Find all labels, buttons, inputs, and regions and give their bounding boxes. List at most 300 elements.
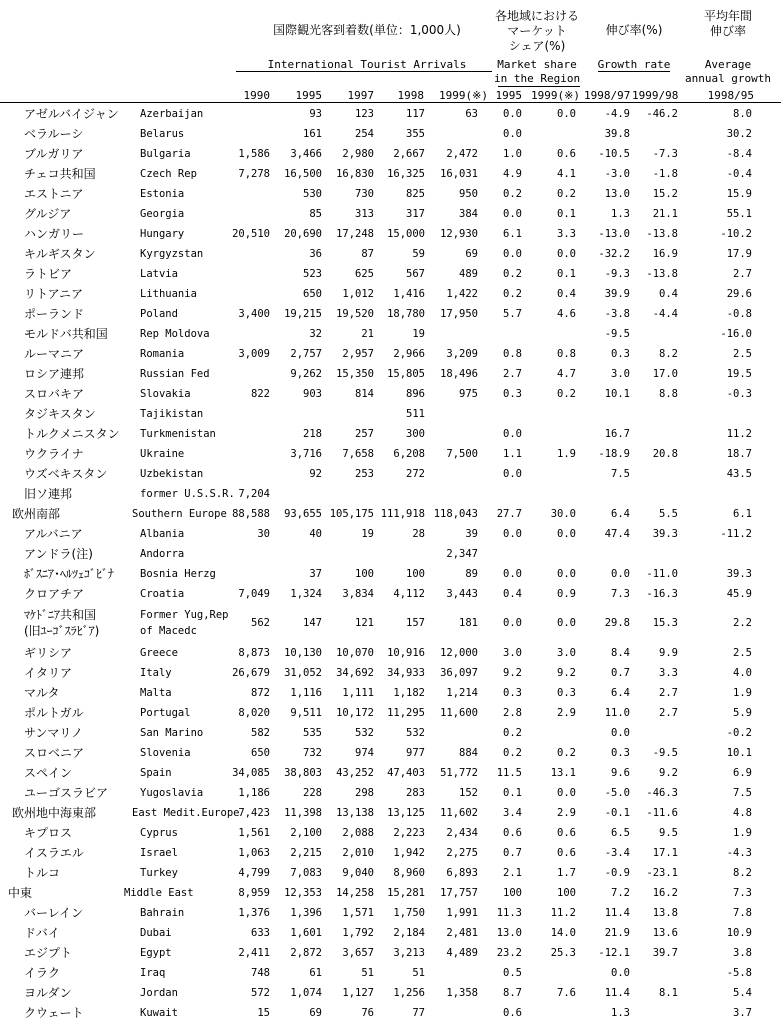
table-row [0, 983, 781, 1003]
cell-g1: 7.3 [611, 588, 630, 600]
country-name-jp: マルタ [24, 686, 60, 700]
country-name-en: former U.S.S.R. [140, 488, 235, 500]
cell-v1999: 11,602 [440, 807, 478, 819]
cell-g1: 47.4 [604, 528, 630, 540]
cell-g2: 9.9 [659, 647, 678, 659]
cell-s1995: 0.0 [503, 617, 522, 629]
avg-heading-en-2: annual growth [684, 72, 772, 85]
cell-v1999: 51,772 [440, 767, 478, 779]
avg-heading-en-1: Average [704, 58, 752, 71]
cell-g2: 20.8 [652, 448, 678, 460]
cell-v1998: 4,112 [393, 588, 425, 600]
table-row [0, 564, 781, 584]
cell-g1: 21.9 [604, 927, 630, 939]
cell-v1990: 7,423 [238, 807, 270, 819]
cell-v1995: 7,083 [290, 867, 322, 879]
cell-s1999: 4.1 [557, 168, 576, 180]
cell-v1999: 7,500 [446, 448, 478, 460]
cell-s1995: 0.2 [503, 727, 522, 739]
cell-g1: 11.4 [604, 987, 630, 999]
cell-v1999: 2,481 [446, 927, 478, 939]
cell-avg: 8.0 [733, 108, 752, 120]
cell-g2: -11.0 [646, 568, 678, 580]
cell-v1997: 253 [355, 468, 374, 480]
cell-v1999: 11,600 [440, 707, 478, 719]
cell-s1995: 0.8 [503, 348, 522, 360]
cell-s1999: 0.1 [557, 208, 576, 220]
country-name-en: Slovenia [140, 747, 191, 759]
cell-g1: 8.4 [611, 647, 630, 659]
cell-v1997: 625 [355, 268, 374, 280]
col-avg-98-95: 1998/95 [707, 89, 754, 102]
cell-v1990: 7,204 [238, 488, 270, 500]
cell-s1995: 6.1 [503, 228, 522, 240]
country-name-jp: ブルガリア [24, 147, 84, 161]
cell-g1: -4.9 [604, 108, 630, 120]
cell-v1998: 15,281 [387, 887, 425, 899]
cell-g2: 15.2 [652, 188, 678, 200]
cell-v1997: 14,258 [336, 887, 374, 899]
cell-g2: -4.4 [652, 308, 678, 320]
cell-v1999: 2,472 [446, 148, 478, 160]
country-name-en: East Medit.Europe [132, 807, 240, 819]
cell-g2: 39.3 [652, 528, 678, 540]
col-share-1995: 1995 [495, 89, 522, 102]
table-row [0, 883, 781, 903]
table-row [0, 284, 781, 304]
cell-v1999: 12,930 [440, 228, 478, 240]
cell-avg: 7.8 [733, 907, 752, 919]
cell-v1995: 1,074 [290, 987, 322, 999]
table-row [0, 963, 781, 983]
header-bottom-rule [0, 102, 781, 103]
cell-v1995: 16,500 [284, 168, 322, 180]
cell-v1990: 1,063 [238, 847, 270, 859]
cell-g2: 8.8 [659, 388, 678, 400]
cell-g1: -3.0 [604, 168, 630, 180]
cell-avg: 11.2 [726, 428, 752, 440]
country-name-jp: アルバニア [24, 527, 83, 541]
table-row [0, 723, 781, 743]
cell-g1: 0.0 [611, 727, 630, 739]
country-name-en: Bulgaria [140, 148, 191, 160]
col-1998: 1998 [397, 89, 424, 102]
cell-v1998: 19 [412, 328, 425, 340]
table-row [0, 943, 781, 963]
cell-g2: 3.3 [659, 667, 678, 679]
cell-g1: 3.0 [611, 368, 630, 380]
cell-s1995: 0.6 [503, 1007, 522, 1019]
table-row [0, 504, 781, 524]
cell-v1995: 228 [303, 787, 322, 799]
table-row [0, 484, 781, 504]
cell-s1995: 0.0 [503, 528, 522, 540]
country-name-en: Italy [140, 667, 172, 679]
country-name-en: Iraq [140, 967, 166, 979]
cell-s1999: 25.3 [550, 947, 576, 959]
table-row [0, 783, 781, 803]
country-name-jp: ドバイ [24, 926, 60, 940]
cell-v1998: 3,213 [393, 947, 425, 959]
cell-v1995: 37 [309, 568, 322, 580]
table-row [0, 424, 781, 444]
country-name-jp: スペイン [24, 766, 73, 780]
cell-s1995: 0.3 [503, 388, 522, 400]
table-row [0, 304, 781, 324]
cell-v1995: 1,324 [290, 588, 322, 600]
cell-v1998: 896 [406, 388, 425, 400]
cell-v1997: 532 [355, 727, 374, 739]
cell-v1995: 20,690 [284, 228, 322, 240]
cell-g2: 5.5 [659, 508, 678, 520]
cell-avg: 2.5 [733, 348, 752, 360]
cell-s1995: 0.1 [503, 787, 522, 799]
cell-s1999: 0.8 [557, 348, 576, 360]
cell-g2: -7.3 [652, 148, 678, 160]
cell-v1998: 511 [406, 408, 425, 420]
cell-g1: 39.9 [604, 288, 630, 300]
cell-s1995: 0.0 [503, 108, 522, 120]
country-name-en: Hungary [140, 228, 185, 240]
cell-v1997: 298 [355, 787, 374, 799]
share-heading-en-2: in the Region [494, 72, 581, 85]
cell-g1: -5.0 [604, 787, 630, 799]
cell-s1999: 1.9 [557, 448, 576, 460]
cell-v1998: 111,918 [380, 508, 425, 520]
cell-s1995: 3.4 [503, 807, 522, 819]
country-name-jp: ユーゴスラビア [24, 786, 109, 800]
cell-v1995: 40 [309, 528, 322, 540]
cell-v1999: 18,496 [440, 368, 478, 380]
cell-v1998: 532 [406, 727, 425, 739]
country-name-en: Lithuania [140, 288, 197, 300]
cell-v1997: 730 [355, 188, 374, 200]
table-row [0, 104, 781, 124]
cell-g2: -23.1 [646, 867, 678, 879]
cell-v1990: 562 [251, 617, 270, 629]
country-name-jp: クウェート [24, 1006, 84, 1020]
avg-heading-jp-1: 平均年間 [703, 9, 752, 23]
cell-g1: 10.1 [604, 388, 630, 400]
cell-s1995: 11.3 [496, 907, 522, 919]
cell-s1999: 0.0 [557, 108, 576, 120]
cell-v1990: 4,799 [238, 867, 270, 879]
col-1995: 1995 [295, 89, 322, 102]
cell-v1998: 59 [412, 248, 425, 260]
cell-s1999: 30.0 [550, 508, 576, 520]
country-name-en: Turkey [140, 867, 178, 879]
cell-v1997: 974 [355, 747, 374, 759]
country-name-jp: ハンガリー [24, 227, 85, 241]
cell-v1995: 2,215 [290, 847, 322, 859]
cell-v1990: 8,959 [238, 887, 270, 899]
cell-g1: 16.7 [604, 428, 630, 440]
cell-avg: -11.2 [720, 528, 752, 540]
cell-v1998: 16,325 [387, 168, 425, 180]
cell-v1998: 18,780 [387, 308, 425, 320]
cell-v1999: 12,000 [440, 647, 478, 659]
cell-v1995: 650 [303, 288, 322, 300]
country-name-jp: ロシア連邦 [24, 367, 85, 381]
country-name-en: Slovakia [140, 388, 191, 400]
arrivals-underline [236, 71, 492, 72]
cell-s1999: 14.0 [550, 927, 576, 939]
cell-g2: 13.8 [652, 907, 678, 919]
country-name-jp: キプロス [24, 826, 73, 840]
cell-v1997: 21 [361, 328, 374, 340]
cell-avg: 8.2 [733, 867, 752, 879]
cell-g1: 0.0 [611, 967, 630, 979]
cell-avg: -5.8 [726, 967, 752, 979]
table-row [0, 444, 781, 464]
cell-v1997: 1,127 [342, 987, 374, 999]
country-name-jp: エストニア [24, 187, 84, 201]
table-row [0, 404, 781, 424]
share-heading-jp-1: 各地域における [494, 9, 579, 23]
cell-avg: 15.9 [726, 188, 752, 200]
cell-s1995: 4.9 [503, 168, 522, 180]
cell-g1: 39.8 [604, 128, 630, 140]
cell-g2: 16.2 [652, 887, 678, 899]
cell-g2: -13.8 [646, 228, 678, 240]
share-heading-jp-3: シェア(%) [508, 39, 566, 53]
cell-v1998: 117 [406, 108, 425, 120]
cell-v1995: 2,757 [290, 348, 322, 360]
cell-g1: -18.9 [598, 448, 630, 460]
cell-g2: 8.1 [659, 987, 678, 999]
cell-s1999: 4.6 [557, 308, 576, 320]
cell-v1999: 1,991 [446, 907, 478, 919]
cell-v1999: 89 [465, 568, 478, 580]
cell-s1995: 0.2 [503, 288, 522, 300]
avg-heading-jp-2: 伸び率 [709, 24, 746, 38]
country-name-en: Malta [140, 687, 172, 699]
cell-s1995: 0.0 [503, 568, 522, 580]
cell-v1990: 1,376 [238, 907, 270, 919]
cell-avg: 19.5 [726, 368, 752, 380]
cell-g1: 13.0 [604, 188, 630, 200]
cell-g2: 2.7 [659, 707, 678, 719]
cell-v1990: 26,679 [232, 667, 270, 679]
cell-g1: 7.2 [611, 887, 630, 899]
cell-v1990: 7,049 [238, 588, 270, 600]
cell-g1: -3.8 [604, 308, 630, 320]
cell-v1998: 2,223 [393, 827, 425, 839]
table-row [0, 164, 781, 184]
cell-v1997: 1,012 [342, 288, 374, 300]
country-name-en: Jordan [140, 987, 178, 999]
share-heading-jp-2: マーケット [507, 24, 567, 38]
country-name-jp: ラトビア [24, 267, 73, 281]
table-row [0, 204, 781, 224]
country-name-jp: ギリシア [24, 646, 73, 660]
cell-s1995: 3.0 [503, 647, 522, 659]
cell-v1999: 63 [465, 108, 478, 120]
cell-s1995: 9.2 [503, 667, 522, 679]
col-1999: 1999(※) [439, 89, 488, 102]
cell-v1995: 32 [309, 328, 322, 340]
cell-v1997: 10,070 [336, 647, 374, 659]
cell-g2: 0.4 [659, 288, 678, 300]
table-row [0, 244, 781, 264]
cell-v1998: 1,182 [393, 687, 425, 699]
country-name-en: Azerbaijan [140, 108, 204, 120]
cell-s1995: 0.2 [503, 747, 522, 759]
country-name-jp: 旧ソ連邦 [24, 487, 73, 501]
country-name-en-line2: of Macedc [140, 625, 197, 637]
cell-s1999: 0.0 [557, 787, 576, 799]
cell-s1995: 0.5 [503, 967, 522, 979]
cell-v1999: 2,347 [446, 548, 478, 560]
country-name-jp: リトアニア [24, 287, 84, 301]
country-name-jp-line2: (旧ﾕｰｺﾞｽﾗﾋﾞｱ) [24, 624, 100, 638]
cell-v1995: 3,716 [290, 448, 322, 460]
cell-avg: 55.1 [726, 208, 752, 220]
cell-s1999: 0.6 [557, 847, 576, 859]
cell-v1999: 3,209 [446, 348, 478, 360]
cell-s1999: 0.4 [557, 288, 576, 300]
cell-avg: 30.2 [726, 128, 752, 140]
country-name-jp: スロベニア [24, 746, 85, 760]
cell-s1995: 0.4 [503, 588, 522, 600]
table-row [0, 124, 781, 144]
cell-v1997: 19 [361, 528, 374, 540]
cell-v1998: 13,125 [387, 807, 425, 819]
table-row [0, 464, 781, 484]
cell-s1999: 0.0 [557, 528, 576, 540]
cell-s1995: 0.0 [503, 468, 522, 480]
country-name-en: Dubai [140, 927, 172, 939]
cell-avg: 1.9 [733, 827, 752, 839]
country-name-jp: ウクライナ [24, 447, 84, 461]
cell-v1998: 15,000 [387, 228, 425, 240]
country-name-en: Bahrain [140, 907, 185, 919]
cell-avg: 2.2 [733, 617, 752, 629]
table-row [0, 703, 781, 723]
country-name-en: Yugoslavia [140, 787, 204, 799]
cell-s1999: 0.6 [557, 827, 576, 839]
cell-s1999: 0.2 [557, 188, 576, 200]
cell-v1995: 161 [303, 128, 322, 140]
cell-v1997: 34,692 [336, 667, 374, 679]
cell-avg: -0.4 [726, 168, 752, 180]
cell-v1998: 977 [406, 747, 425, 759]
cell-avg: -0.2 [726, 727, 752, 739]
cell-g1: 1.3 [611, 1007, 630, 1019]
cell-v1998: 11,295 [387, 707, 425, 719]
table-row [0, 743, 781, 763]
country-name-en: Estonia [140, 188, 185, 200]
cell-v1998: 283 [406, 787, 425, 799]
country-name-en: Israel [140, 847, 178, 859]
cell-v1999: 17,757 [440, 887, 478, 899]
col-share-1999: 1999(※) [531, 89, 580, 102]
col-1997: 1997 [347, 89, 374, 102]
cell-g2: 39.7 [652, 947, 678, 959]
cell-v1998: 47,403 [387, 767, 425, 779]
table-header [0, 0, 781, 104]
cell-g2: 21.1 [652, 208, 678, 220]
country-name-jp: イラク [24, 966, 61, 980]
cell-v1999: 152 [459, 787, 478, 799]
cell-v1997: 2,980 [342, 148, 374, 160]
country-name-jp: イスラエル [24, 846, 84, 860]
cell-s1999: 1.7 [557, 867, 576, 879]
cell-v1997: 17,248 [336, 228, 374, 240]
cell-v1995: 93 [309, 108, 322, 120]
country-name-jp: チェコ共和国 [24, 167, 96, 181]
country-name-en: Uzbekistan [140, 468, 204, 480]
country-name-en: Andorra [140, 548, 185, 560]
cell-v1999: 975 [459, 388, 478, 400]
cell-v1997: 1,571 [342, 907, 374, 919]
cell-s1995: 2.8 [503, 707, 522, 719]
cell-v1998: 100 [406, 568, 425, 580]
cell-v1997: 9,040 [342, 867, 374, 879]
cell-g1: 0.0 [611, 568, 630, 580]
cell-v1995: 10,130 [284, 647, 322, 659]
cell-s1995: 0.7 [503, 847, 522, 859]
cell-v1997: 814 [355, 388, 374, 400]
cell-v1999: 181 [459, 617, 478, 629]
cell-v1999: 69 [465, 248, 478, 260]
country-name-en: Egypt [140, 947, 172, 959]
country-name-en: Southern Europe [132, 508, 227, 520]
cell-v1997: 1,792 [342, 927, 374, 939]
cell-v1990: 30 [257, 528, 270, 540]
country-name-en: Rep Moldova [140, 328, 210, 340]
country-name-jp: 欧州南部 [12, 507, 61, 521]
cell-s1995: 1.0 [503, 148, 522, 160]
country-name-jp: バーレイン [24, 906, 84, 920]
table-row [0, 364, 781, 384]
country-name-en: Kuwait [140, 1007, 178, 1019]
cell-v1998: 1,942 [393, 847, 425, 859]
cell-g1: -10.5 [598, 148, 630, 160]
cell-v1999: 4,489 [446, 947, 478, 959]
cell-g1: 0.7 [611, 667, 630, 679]
table-row [0, 384, 781, 404]
cell-v1997: 3,657 [342, 947, 374, 959]
cell-v1999: 1,214 [446, 687, 478, 699]
cell-v1997: 87 [361, 248, 374, 260]
cell-v1997: 7,658 [342, 448, 374, 460]
country-name-jp: 欧州地中海東部 [12, 806, 97, 820]
cell-v1999: 17,950 [440, 308, 478, 320]
cell-g2: 15.3 [652, 617, 678, 629]
cell-v1999: 884 [459, 747, 478, 759]
cell-v1995: 12,353 [284, 887, 322, 899]
cell-v1997: 123 [355, 108, 374, 120]
country-name-jp: モルドバ共和国 [24, 327, 108, 341]
cell-v1997: 3,834 [342, 588, 374, 600]
cell-g1: 0.3 [611, 348, 630, 360]
cell-g2: 16.9 [652, 248, 678, 260]
country-name-jp: ヨルダン [24, 986, 72, 1000]
cell-s1995: 0.0 [503, 128, 522, 140]
table-row [0, 803, 781, 823]
cell-s1999: 11.2 [550, 907, 576, 919]
cell-s1999: 0.2 [557, 388, 576, 400]
cell-s1999: 0.0 [557, 248, 576, 260]
cell-g1: 0.3 [611, 747, 630, 759]
cell-g2: -46.2 [646, 108, 678, 120]
cell-avg: -10.2 [720, 228, 752, 240]
cell-g1: 6.4 [611, 508, 630, 520]
cell-s1999: 3.0 [557, 647, 576, 659]
cell-v1998: 272 [406, 468, 425, 480]
cell-s1999: 13.1 [550, 767, 576, 779]
